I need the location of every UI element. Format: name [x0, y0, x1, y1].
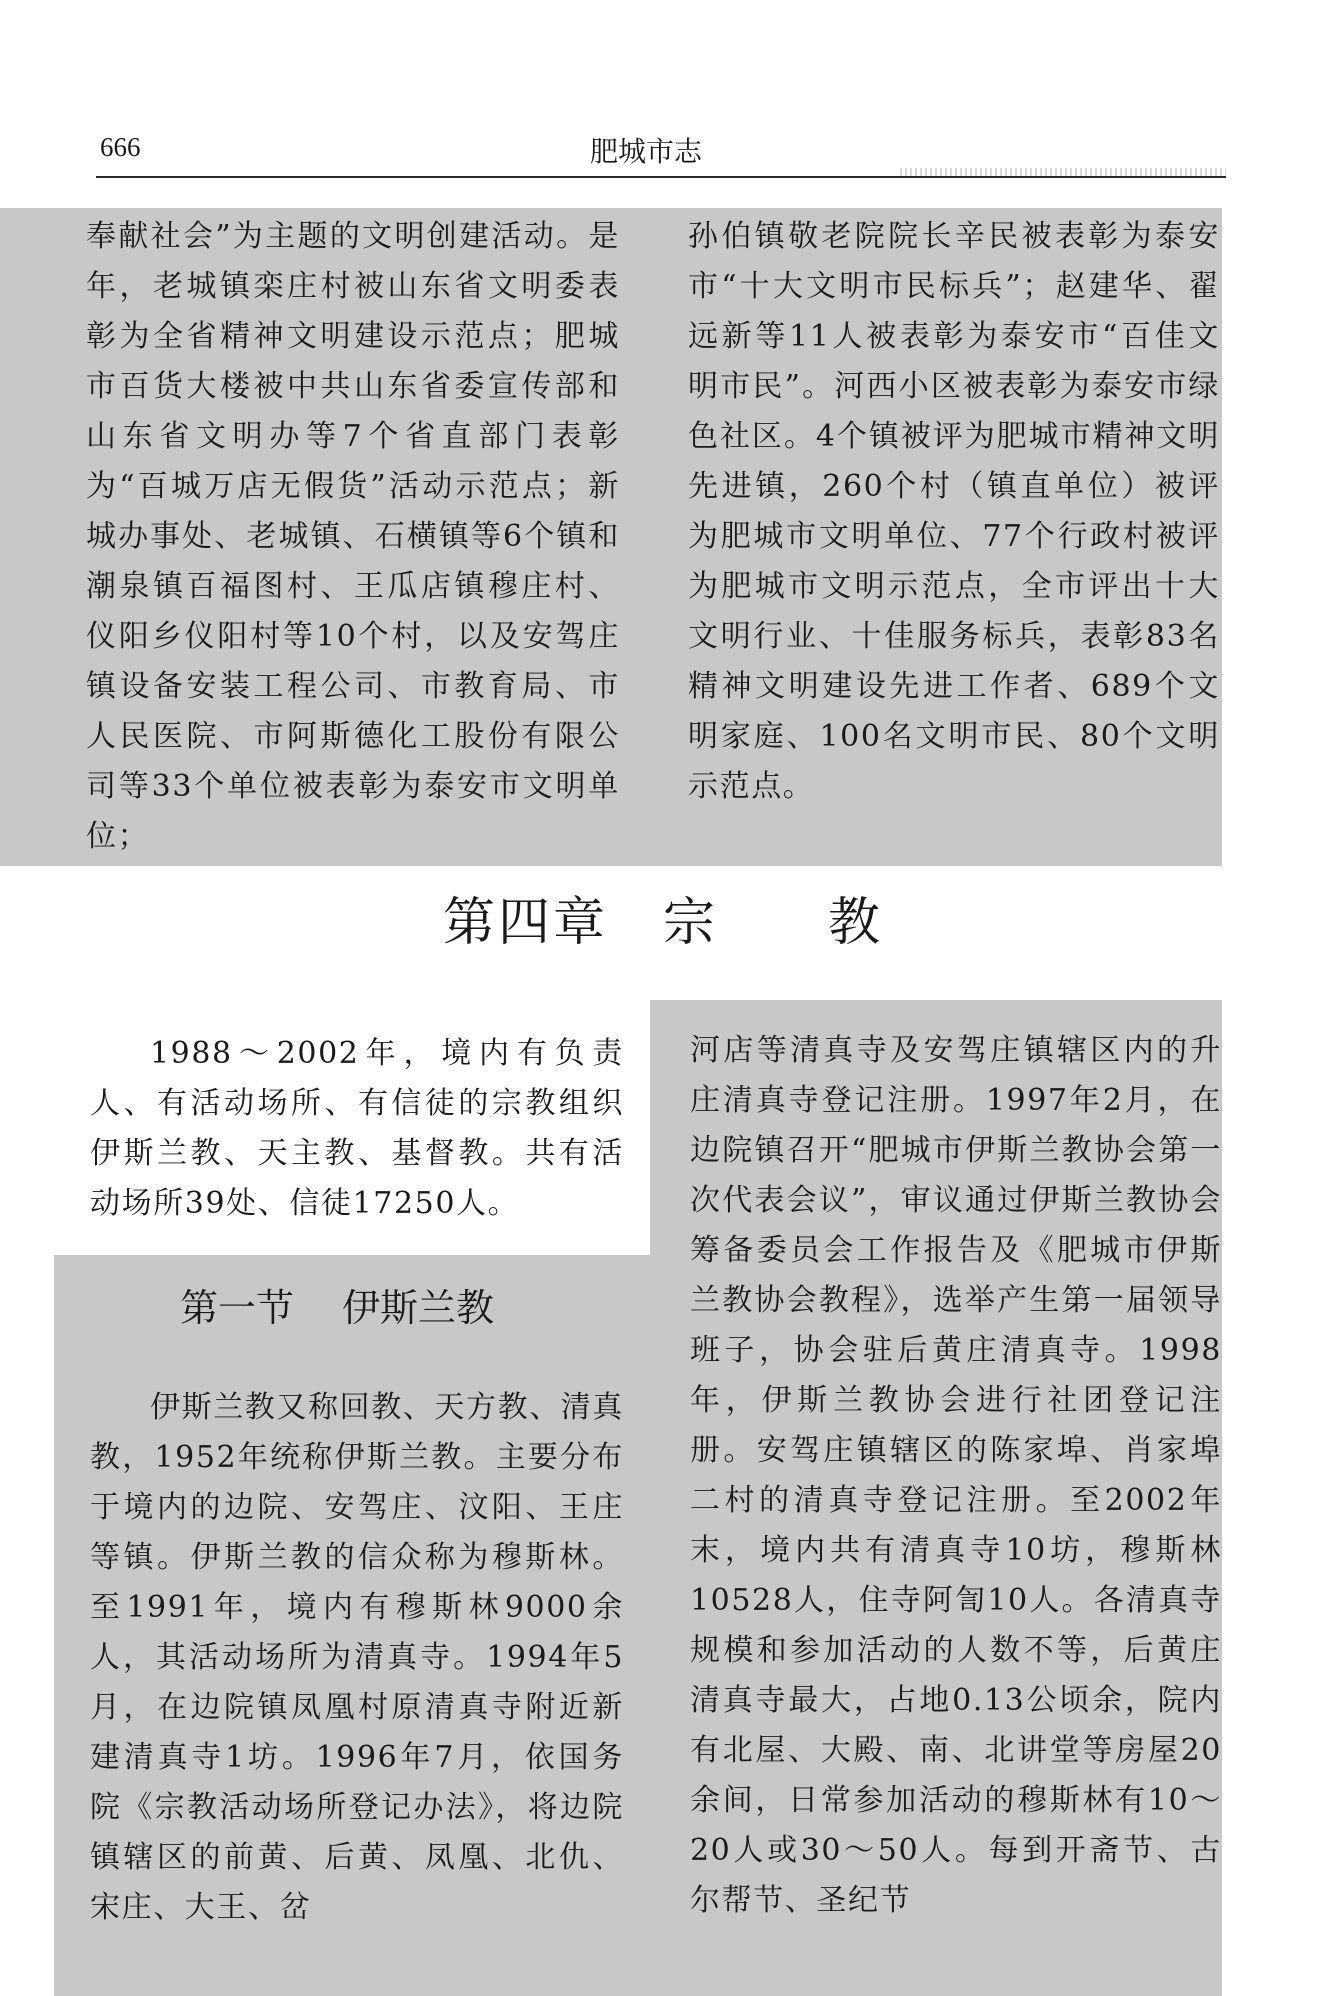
section-number: 第一节 [180, 1286, 295, 1330]
header-rule [96, 176, 1226, 178]
section-name: 伊斯兰教 [342, 1286, 495, 1330]
page-number: 666 [100, 132, 141, 162]
section-right-column [690, 1026, 1222, 1926]
running-title: 肥城市志 [590, 135, 703, 168]
top-left-column [86, 212, 620, 862]
intro-paragraph: 1988～2002年，境内有负责人、有活动场所、有信徒的宗教组织伊斯兰教、天主教、基督教。共有活动场所39处、信徒17250人。 [90, 1036, 624, 1221]
intro-column [90, 1029, 624, 1229]
header-rule-shadow [900, 168, 1226, 176]
chapter-title: 第四章 宗 教 [442, 893, 883, 953]
section-left-column [90, 1383, 624, 1933]
top-left-paragraph: 奉献社会”为主题的文明创建活动。是年，老城镇栾庄村被山东省文明委表彰为全省精神文明建设示范点；肥城市百货大楼被中共山东省委宣传部和山东省文明办等7个省直部门表彰为“百城万店无假货”活动示范点；新城办事处、老城镇、石横镇等6个镇和潮泉镇百福图村、王瓜店镇穆庄村、仪阳乡仪阳村等10个村，以及安驾庄镇设备安装工程公司、市教育局、市人民医院、市阿斯德化工股份有限公司等33个单位被表彰为泰安市文明单位； [86, 219, 620, 854]
top-right-paragraph: 孙伯镇敬老院院长辛民被表彰为泰安市“十大文明市民标兵”；赵建华、翟远新等11人被表彰为泰安市“百佳文明市民”。河西小区被表彰为泰安市绿色社区。4个镇被评为肥城市精神文明先进镇，260个村（镇直单位）被评为肥城市文明单位、77个行政村被评为肥城市文明示范点，全市评出十大文明行业、十佳服务标兵，表彰83名精神文明建设先进工作者、689个文明家庭、100名文明市民、80个文明示范点。 [688, 219, 1220, 804]
section-right-paragraph: 河店等清真寺及安驾庄镇辖区内的升庄清真寺登记注册。1997年2月，在边院镇召开“肥城市伊斯兰教协会第一次代表会议”，审议通过伊斯兰教协会筹备委员会工作报告及《肥城市伊斯兰教协会教程》，选举产生第一届领导班子，协会驻后黄庄清真寺。1998年，伊斯兰教协会进行社团登记注册。安驾庄镇辖区的陈家埠、肖家埠二村的清真寺登记注册。至2002年末，境内共有清真寺10坊，穆斯林10528人，住寺阿訇10人。各清真寺规模和参加活动的人数不等，后黄庄清真寺最大，占地0.13公顷余，院内有北屋、大殿、南、北讲堂等房屋20余间，日常参加活动的穆斯林有10～20人或30～50人。每到开斋节、古尔帮节、圣纪节 [690, 1033, 1222, 1918]
section-heading [180, 1277, 542, 1332]
top-right-column [688, 212, 1220, 812]
section-left-paragraph: 伊斯兰教又称回教、天方教、清真教，1952年统称伊斯兰教。主要分布于境内的边院、安驾庄、汶阳、王庄等镇。伊斯兰教的信众称为穆斯林。至1991年，境内有穆斯林9000余人，其活动场所为清真寺。1994年5月，在边院镇凤凰村原清真寺附近新建清真寺1坊。1996年7月，依国务院《宗教活动场所登记办法》，将边院镇辖区的前黄、后黄、凤凰、北仇、宋庄、大王、岔 [90, 1390, 624, 1925]
